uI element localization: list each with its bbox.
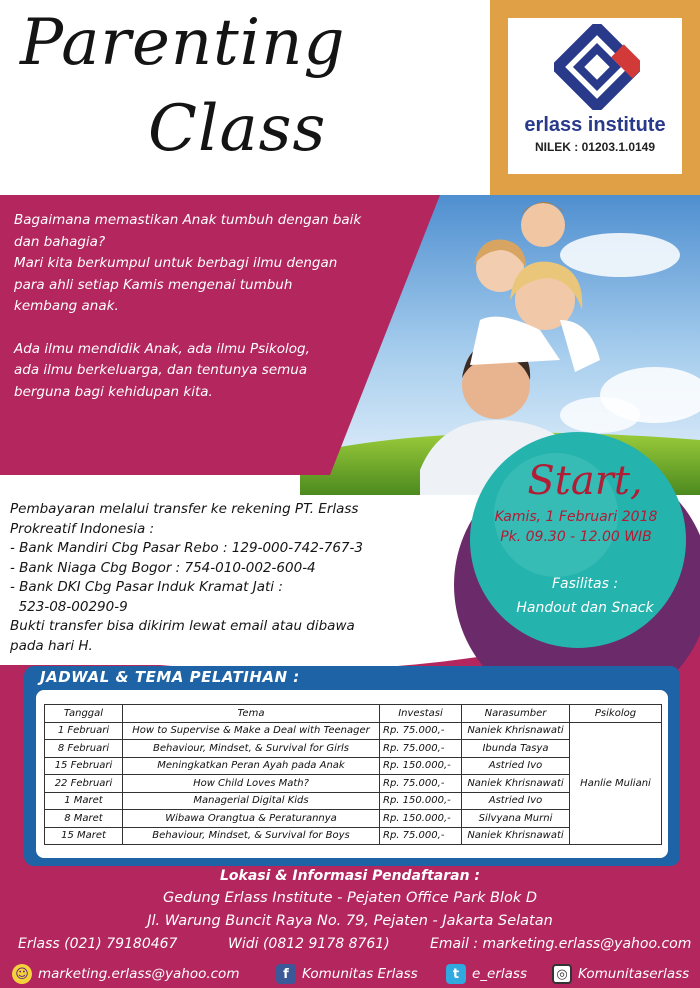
facilities [480,572,690,620]
social-facebook-label: Komunitas Erlass [302,966,418,982]
social-twitter[interactable] [446,964,527,984]
intro-line: kembang anak. [14,298,119,314]
header-investasi: Investasi [380,705,462,723]
social-instagram[interactable] [552,964,689,984]
start-datetime [452,507,700,547]
erlass-logo-icon [554,24,640,110]
payment-line: - Bank DKI Cbg Pasar Induk Kramat Jati : [10,579,283,595]
logo-nilek: NILEK : 01203.1.0149 [534,140,656,154]
start-time: Pk. 09.30 - 12.00 WIB [500,529,652,545]
intro-line: Bagaimana memastikan Anak tumbuh dengan baik [14,212,362,228]
payment-line: 523-08-00290-9 [10,598,128,615]
cell-speaker: Naniek Khrisnawati [462,827,570,845]
cell-price: Rp. 75.000,- [380,775,462,793]
cell-theme: Wibawa Orangtua & Peraturannya [123,810,380,828]
logo-name: erlass institute [524,114,666,136]
intro-text [14,210,394,403]
intro-line: Mari kita berkumpul untuk berbagi ilmu dengan [14,255,338,271]
cell-theme: How to Supervise & Make a Deal with Teenager [123,722,380,740]
cell-date: 15 Februari [45,757,123,775]
cell-psikolog: Hanlie Muliani [570,722,662,845]
cell-date: 8 Maret [45,810,123,828]
payment-line: Pembayaran melalui transfer ke rekening PT. Erlass [10,501,359,517]
intro-line: para ahli setiap Kamis mengenai tumbuh [14,276,293,293]
start-title: Start, [527,458,643,504]
cell-speaker: Astried Ivo [462,757,570,775]
start-date: Kamis, 1 Februari 2018 [494,509,658,525]
twitter-icon: t [446,964,466,984]
location-address-1: Gedung Erlass Institute - Pejaten Office Park Blok D [163,890,537,906]
table-row [45,827,662,845]
instagram-icon: ◎ [552,964,572,984]
table-row [45,722,662,740]
cell-date: 15 Maret [45,827,123,845]
cell-price: Rp. 150.000,- [380,757,462,775]
table-row [45,740,662,758]
table-header-row [45,705,662,723]
cell-date: 22 Februari [45,775,123,793]
header-narasumber: Narasumber [462,705,570,723]
intro-line: berguna bagi kehidupan kita. [14,383,213,400]
social-bar [0,960,700,988]
cell-speaker: Ibunda Tasya [462,740,570,758]
cell-date: 1 Februari [45,722,123,740]
header-psikolog: Psikolog [570,705,662,723]
social-instagram-label: Komunitaserlass [578,966,690,982]
contact-email: Email : marketing.erlass@yahoo.com [430,936,692,952]
payment-line: - Bank Mandiri Cbg Pasar Rebo : 129-000-742-767-3 [10,540,363,556]
intro-line: dan bahagia? [14,233,106,250]
phone-erlass: Erlass (021) 79180467 [18,936,178,952]
table-row [45,775,662,793]
cell-price: Rp. 75.000,- [380,740,462,758]
social-twitter-label: e_erlass [472,966,528,982]
schedule-table [44,704,662,845]
cell-speaker: Silvyana Murni [462,810,570,828]
cell-price: Rp. 150.000,- [380,792,462,810]
schedule-title: JADWAL & TEMA PELATIHAN : [40,668,300,686]
payment-line: - Bank Niaga Cbg Bogor : 754-010-002-600-4 [10,559,316,576]
table-row [45,810,662,828]
cell-speaker: Naniek Khrisnawati [462,722,570,740]
page-title-line2: Class [148,92,327,166]
facilities-value: Handout dan Snack [516,600,654,616]
header-tanggal: Tanggal [45,705,123,723]
cell-theme: Meningkatkan Peran Ayah pada Anak [123,757,380,775]
logo-frame [490,0,700,195]
page-title-line1: Parenting [20,6,346,80]
cell-price: Rp. 150.000,- [380,810,462,828]
cell-price: Rp. 75.000,- [380,722,462,740]
cell-speaker: Naniek Khrisnawati [462,775,570,793]
cell-speaker: Astried Ivo [462,792,570,810]
yahoo-messenger-icon: ☺ [12,964,32,984]
facebook-icon: f [276,964,296,984]
cell-price: Rp. 75.000,- [380,827,462,845]
table-row [45,792,662,810]
location-address-2: Jl. Warung Buncit Raya No. 79, Pejaten - Jakarta Selatan [147,913,553,929]
facilities-label: Fasilitas : [551,576,619,592]
payment-line: pada hari H. [10,637,93,654]
cell-theme: Behaviour, Mindset, & Survival for Boys [123,827,380,845]
header-tema: Tema [123,705,380,723]
cell-theme: Behaviour, Mindset, & Survival for Girls [123,740,380,758]
social-facebook[interactable] [276,964,418,984]
intro-line: ada ilmu berkeluarga, dan tentunya semua [14,362,308,378]
cell-date: 1 Maret [45,792,123,810]
cell-theme: Managerial Digital Kids [123,792,380,810]
payment-info [10,500,450,656]
cell-date: 8 Februari [45,740,123,758]
logo-panel [508,18,682,174]
cell-theme: How Child Loves Math? [123,775,380,793]
table-row [45,757,662,775]
payment-line: Bukti transfer bisa dikirim lewat email atau dibawa [10,618,355,634]
payment-line: Prokreatif Indonesia : [10,520,155,537]
social-yahoo[interactable] [12,964,239,984]
location-title: Lokasi & Informasi Pendaftaran : [219,868,481,884]
intro-line: Ada ilmu mendidik Anak, ada ilmu Psikolog, [14,340,310,357]
phone-widi: Widi (0812 9178 8761) [228,936,390,952]
social-yahoo-label: marketing.erlass@yahoo.com [38,966,240,982]
